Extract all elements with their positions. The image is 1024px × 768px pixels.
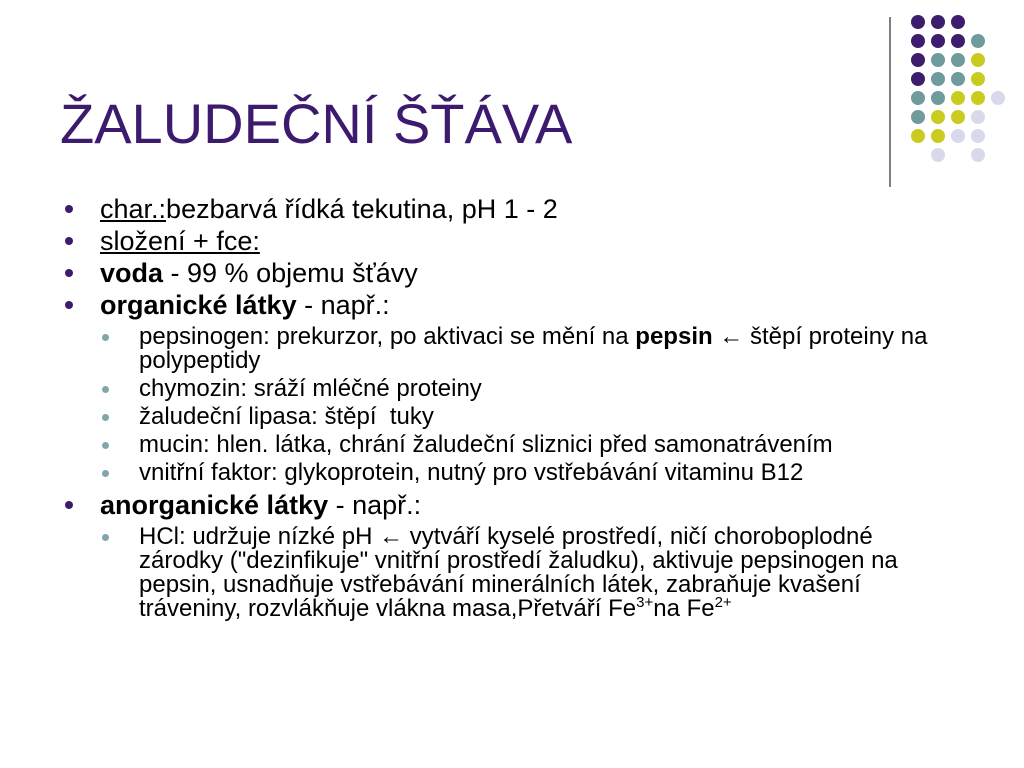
bullet-marker [65, 237, 73, 245]
sub-bullet-emphasis: pepsin [635, 323, 713, 350]
bullet-label: char.: [100, 194, 167, 224]
sub-bullet-text [139, 405, 957, 429]
decorative-dot [951, 53, 965, 67]
decorative-dot [991, 91, 1005, 105]
sub-bullet-body: žaludeční lipasa: štěpí tuky [139, 403, 434, 430]
decorative-dot [971, 110, 985, 124]
sub-bullet-text [139, 377, 957, 401]
bullet-text [100, 225, 1000, 257]
sub-bullet-body: mucin: hlen. látka, chrání žaludeční sliznici před samonatrávením [139, 431, 833, 458]
title-divider-line [889, 17, 891, 187]
decorative-dot [971, 91, 985, 105]
bullet-group [0, 289, 1024, 485]
sub-bullet-body: vnitřní faktor: glykoprotein, nutný pro vstřebávání vitaminu B12 [139, 459, 804, 486]
decorative-dot [911, 129, 925, 143]
sub-bullet-marker [102, 334, 109, 341]
decorative-dot [931, 110, 945, 124]
decorative-dot [951, 110, 965, 124]
sub-bullet-marker [102, 534, 109, 541]
bullet-text [100, 289, 1000, 321]
superscript-charge: 2+ [714, 594, 732, 611]
bullet-text [100, 489, 1000, 521]
bullet-group [0, 489, 1024, 621]
bullet-item [0, 225, 1000, 257]
decorative-dot [971, 53, 985, 67]
decorative-dot [931, 34, 945, 48]
sub-bullet-marker [102, 442, 109, 449]
sub-bullet-text [139, 433, 957, 457]
bullet-body: - např.: [296, 290, 390, 320]
superscript-charge: 3+ [636, 594, 654, 611]
bullet-label: voda [100, 258, 164, 288]
bullet-marker [65, 205, 73, 213]
bullet-body: - 99 % objemu šťávy [163, 258, 418, 288]
sub-bullet-item [0, 377, 957, 401]
sub-bullet-item [0, 525, 957, 621]
sub-bullet-list [0, 525, 1024, 621]
decorative-dot [931, 148, 945, 162]
sub-bullet-item [0, 433, 957, 457]
decorative-dot [931, 53, 945, 67]
bullet-item [0, 193, 1000, 225]
decorative-dot [931, 129, 945, 143]
decorative-dot [911, 91, 925, 105]
bullet-label: anorganické látky [100, 490, 329, 520]
sub-bullet-body: chymozin: sráží mléčné proteiny [139, 375, 482, 402]
sub-bullet-marker [102, 414, 109, 421]
decorative-dot [951, 129, 965, 143]
decorative-dot [931, 72, 945, 86]
decorative-dot [911, 72, 925, 86]
decorative-dot [931, 91, 945, 105]
bullet-text [100, 257, 1000, 289]
decorative-dot [971, 148, 985, 162]
sub-bullet-body: HCl: udržuje nízké pH ← vytváří kyselé prostředí, ničí choroboplodné zárodky ("dezinfikuje" vnitřní prostředí žaludku), aktivuje pepsinogen na pepsin, usnadňuje vstřebávání minerálních látek, zabraňuje kvašení tráveniny, rozvlákňuje vlákna masa,Přetváří Fe [139, 523, 905, 622]
sub-bullet-list [0, 325, 1024, 485]
bullet-marker [65, 301, 73, 309]
bullet-body: - např.: [328, 490, 422, 520]
bullet-item [0, 257, 1000, 289]
sub-bullet-body-after: ← štěpí proteiny na polypeptidy [139, 323, 935, 374]
slide-title: ŽALUDEČNÍ ŠŤÁVA [60, 92, 573, 155]
bullet-item [0, 489, 1000, 521]
bullet-label: složení + fce: [100, 226, 260, 256]
decorative-dot-grid [900, 0, 1016, 170]
decorative-dot [971, 72, 985, 86]
decorative-dot [911, 34, 925, 48]
sub-bullet-text [139, 525, 957, 621]
bullet-item [0, 289, 1000, 321]
sub-bullet-marker [102, 386, 109, 393]
decorative-dot [911, 110, 925, 124]
sub-bullet-text [139, 325, 957, 373]
decorative-dot [931, 15, 945, 29]
sub-bullet-body: pepsinogen: prekurzor, po aktivaci se mění na [139, 323, 636, 350]
sub-bullet-item [0, 461, 957, 485]
sub-bullet-item [0, 405, 957, 429]
decorative-dot [911, 15, 925, 29]
decorative-dot [971, 34, 985, 48]
bullet-list [0, 193, 1024, 621]
bullet-marker [65, 269, 73, 277]
bullet-marker [65, 501, 73, 509]
decorative-dot [971, 129, 985, 143]
bullet-text [100, 193, 1000, 225]
decorative-dot [951, 72, 965, 86]
bullet-label: organické látky [100, 290, 297, 320]
sub-bullet-body-mid: na Fe [653, 595, 715, 622]
decorative-dot [951, 91, 965, 105]
decorative-dot [911, 53, 925, 67]
decorative-dot [951, 34, 965, 48]
sub-bullet-text [139, 461, 957, 485]
decorative-dot [951, 15, 965, 29]
sub-bullet-marker [102, 470, 109, 477]
bullet-body: bezbarvá řídká tekutina, pH 1 - 2 [166, 194, 558, 224]
sub-bullet-item [0, 325, 957, 373]
